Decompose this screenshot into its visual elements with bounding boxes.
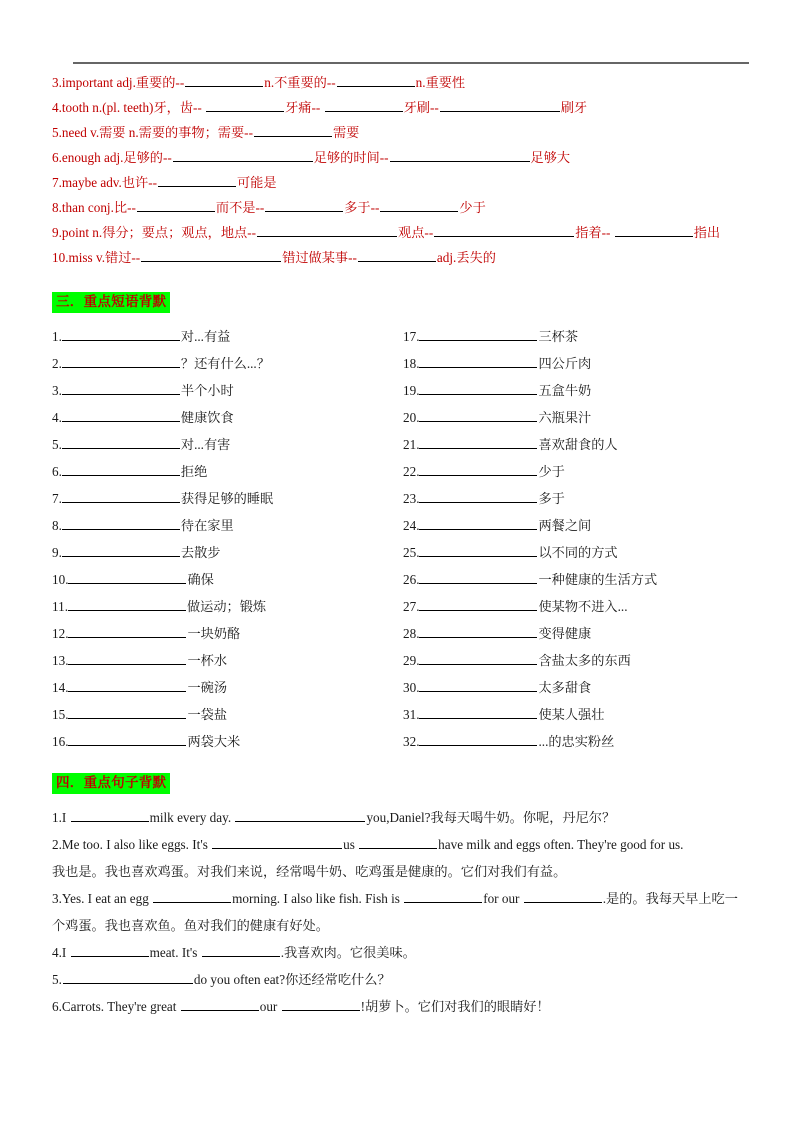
sentence-item [52, 831, 747, 885]
vocabulary-entry [47, 195, 747, 220]
phrase-meaning: 去散步 [180, 545, 221, 560]
entry-number: 5. [52, 125, 62, 140]
entry-gloss: 多于-- [344, 200, 380, 215]
phrase-section-heading: 三．重点短语背默 [52, 292, 170, 313]
entry-gloss: 需要 n.需要的事物；需要-- [99, 125, 253, 140]
answer-blank[interactable] [185, 73, 263, 87]
entry-gloss: 需要 [332, 125, 360, 140]
phrase-meaning: 六瓶果汁 [538, 410, 592, 425]
answer-blank[interactable] [419, 408, 537, 422]
answer-blank[interactable] [524, 889, 602, 903]
entry-gloss: 得分；要点；观点，地点-- [102, 225, 257, 240]
answer-blank[interactable] [265, 198, 343, 212]
answer-blank[interactable] [419, 597, 537, 611]
phrase-item [403, 647, 747, 674]
phrase-item [52, 377, 403, 404]
answer-blank[interactable] [257, 223, 397, 237]
entry-headword: than conj. [61, 200, 114, 215]
answer-blank[interactable] [202, 943, 280, 957]
entry-headword: maybe adv. [61, 175, 122, 190]
phrase-meaning: 两餐之间 [538, 518, 592, 533]
entry-gloss: 指着-- [575, 225, 614, 240]
answer-blank[interactable] [68, 624, 186, 638]
answer-blank[interactable] [419, 705, 537, 719]
phrase-number: 22. [403, 464, 420, 479]
phrase-item [52, 404, 403, 431]
entry-number: 3. [52, 75, 62, 90]
sentence-item [52, 885, 747, 939]
answer-blank[interactable] [390, 148, 530, 162]
sentence-text: have milk and eggs often. They're good for us. [438, 837, 684, 852]
answer-blank[interactable] [62, 435, 180, 449]
vocabulary-list [47, 70, 747, 270]
vocabulary-entry [47, 120, 747, 145]
sentence-section-heading: 四．重点句子背默 [52, 773, 170, 794]
entry-gloss: n.重要性 [415, 75, 466, 90]
phrase-meaning: 一碗汤 [187, 680, 228, 695]
phrase-item [52, 566, 403, 593]
answer-blank[interactable] [181, 997, 259, 1011]
entry-number: 7. [52, 175, 62, 190]
phrase-number: 24. [403, 518, 420, 533]
sentence-text: morning. I also like fish. Fish is [232, 891, 404, 906]
sentence-text: Carrots. They're great [61, 999, 180, 1014]
answer-blank[interactable] [62, 408, 180, 422]
sentence-text: you,Daniel?我每天喝牛奶。你呢，丹尼尔？ [366, 810, 616, 825]
phrase-item [52, 674, 403, 701]
vocabulary-entry [47, 70, 747, 95]
phrase-meaning: 半个小时 [180, 383, 234, 398]
phrase-number: 28. [403, 626, 420, 641]
entry-headword: tooth n.(pl. teeth) [61, 100, 154, 115]
answer-blank[interactable] [419, 651, 537, 665]
answer-blank[interactable] [419, 543, 537, 557]
answer-blank[interactable] [153, 889, 231, 903]
phrase-number: 3. [52, 383, 62, 398]
entry-gloss: adj.丢失的 [436, 250, 496, 265]
entry-gloss: 刷牙 [560, 100, 588, 115]
phrase-number: 32. [403, 734, 420, 749]
sentence-text: .我喜欢肉。它很美味。 [280, 945, 416, 960]
answer-blank[interactable] [68, 651, 186, 665]
entry-gloss: 可能是 [237, 175, 277, 190]
entry-gloss: 错过做某事-- [282, 250, 357, 265]
sentence-number: 2. [52, 837, 62, 852]
phrase-item [52, 647, 403, 674]
answer-blank[interactable] [359, 835, 437, 849]
entry-gloss: 比-- [113, 200, 136, 215]
phrase-item [403, 539, 747, 566]
entry-gloss: 足够的-- [123, 150, 172, 165]
phrase-meaning: 四公斤肉 [538, 356, 592, 371]
sentence-number: 6. [52, 999, 62, 1014]
phrase-item [52, 350, 403, 377]
answer-blank[interactable] [337, 73, 415, 87]
sentence-text: our [259, 999, 281, 1014]
answer-blank[interactable] [358, 248, 436, 262]
phrase-number: 11. [52, 599, 68, 614]
phrase-item [403, 431, 747, 458]
answer-blank[interactable] [62, 327, 180, 341]
phrase-item [403, 728, 747, 755]
phrase-number: 16. [52, 734, 69, 749]
phrase-meaning: 对...有益 [180, 329, 231, 344]
phrase-grid [52, 323, 747, 755]
phrase-number: 8. [52, 518, 62, 533]
sentence-text: for our [483, 891, 523, 906]
phrase-item [403, 593, 747, 620]
phrase-meaning: 一种健康的生活方式 [538, 572, 658, 587]
answer-blank[interactable] [419, 624, 537, 638]
phrase-number: 6. [52, 464, 62, 479]
entry-headword: miss v. [68, 250, 106, 265]
phrase-item [403, 458, 747, 485]
entry-gloss: 观点-- [398, 225, 434, 240]
answer-blank[interactable] [419, 327, 537, 341]
phrase-number: 31. [403, 707, 420, 722]
sentence-text: milk every day. [149, 810, 235, 825]
answer-blank[interactable] [419, 732, 537, 746]
sentence-item [52, 966, 747, 993]
answer-blank[interactable] [68, 570, 186, 584]
phrase-item [403, 620, 747, 647]
entry-gloss: 重要的-- [135, 75, 185, 90]
answer-blank[interactable] [62, 516, 180, 530]
phrase-meaning: 获得足够的睡眠 [180, 491, 274, 506]
sentence-text: !胡萝卜。它们对我们的眼睛好！ [360, 999, 550, 1014]
phrase-meaning: 做运动；锻炼 [187, 599, 267, 614]
sentence-text: Yes. I eat an egg [61, 891, 153, 906]
sentence-list [52, 804, 747, 1020]
answer-blank[interactable] [63, 970, 193, 984]
phrase-number: 19. [403, 383, 420, 398]
answer-blank[interactable] [68, 678, 186, 692]
sentence-text: I [61, 810, 70, 825]
phrase-number: 25. [403, 545, 420, 560]
entry-gloss: 指出 [693, 225, 721, 240]
phrase-number: 13. [52, 653, 69, 668]
phrase-meaning: 拒绝 [180, 464, 208, 479]
vocabulary-entry [47, 245, 747, 270]
phrase-number: 4. [52, 410, 62, 425]
answer-blank[interactable] [419, 516, 537, 530]
sentence-number: 5. [52, 972, 62, 987]
phrase-meaning: 对...有害 [180, 437, 231, 452]
phrase-number: 5. [52, 437, 62, 452]
entry-gloss: 错过-- [105, 250, 141, 265]
entry-gloss: 足够的时间-- [313, 150, 389, 165]
entry-headword: need v. [61, 125, 100, 140]
phrase-number: 14. [52, 680, 69, 695]
entry-headword: point n. [61, 225, 103, 240]
phrase-item [52, 323, 403, 350]
answer-blank[interactable] [235, 808, 365, 822]
answer-blank[interactable] [62, 381, 180, 395]
answer-blank[interactable] [434, 223, 574, 237]
phrase-meaning: 以不同的方式 [538, 545, 618, 560]
vocabulary-entry [47, 95, 747, 120]
entry-gloss: 牙刷-- [403, 100, 439, 115]
phrase-meaning: 含盐太多的东西 [538, 653, 631, 668]
phrase-number: 29. [403, 653, 420, 668]
sentence-item [52, 939, 747, 966]
phrase-meaning: 使某人强壮 [538, 707, 605, 722]
answer-blank[interactable] [68, 597, 186, 611]
page-content [47, 62, 747, 1020]
answer-blank[interactable] [419, 354, 537, 368]
answer-blank[interactable] [68, 705, 186, 719]
answer-blank[interactable] [419, 678, 537, 692]
vocabulary-entry [47, 220, 747, 245]
phrase-meaning: 两袋大米 [187, 734, 241, 749]
phrase-meaning: 待在家里 [180, 518, 234, 533]
phrase-number: 27. [403, 599, 420, 614]
phrase-meaning: ？还有什么...？ [180, 356, 270, 371]
phrase-item [52, 593, 403, 620]
phrase-item [403, 566, 747, 593]
phrase-number: 15. [52, 707, 69, 722]
sentence-section-heading-wrap [52, 773, 747, 794]
answer-blank[interactable] [158, 173, 236, 187]
phrase-number: 10. [52, 572, 69, 587]
top-horizontal-rule [73, 62, 749, 64]
answer-blank[interactable] [419, 570, 537, 584]
answer-blank[interactable] [404, 889, 482, 903]
sentence-text: 我也是。我也喜欢鸡蛋。对我们来说，经常喝牛奶、吃鸡蛋是健康的。它们对我们有益。 [52, 864, 567, 879]
answer-blank[interactable] [419, 435, 537, 449]
phrase-item [403, 701, 747, 728]
vocabulary-entry [47, 145, 747, 170]
sentence-text: Me too. I also like eggs. It's [61, 837, 212, 852]
answer-blank[interactable] [419, 489, 537, 503]
answer-blank[interactable] [440, 98, 560, 112]
entry-headword: important adj. [61, 75, 136, 90]
entry-number: 6. [52, 150, 62, 165]
phrase-number: 30. [403, 680, 420, 695]
phrase-item [52, 539, 403, 566]
sentence-item [52, 993, 747, 1020]
answer-blank[interactable] [325, 98, 403, 112]
phrase-number: 21. [403, 437, 420, 452]
entry-gloss: 也许-- [121, 175, 157, 190]
phrase-item [403, 512, 747, 539]
sentence-text: meat. It's [149, 945, 201, 960]
sentence-item [52, 804, 747, 831]
sentence-number: 3. [52, 891, 62, 906]
entry-gloss: n.不重要的-- [264, 75, 336, 90]
phrase-meaning: 喜欢甜食的人 [538, 437, 618, 452]
phrase-number: 20. [403, 410, 420, 425]
phrase-number: 12. [52, 626, 69, 641]
sentence-text: us [343, 837, 359, 852]
phrase-meaning: 使某物不进入... [538, 599, 628, 614]
phrase-meaning: 一块奶酪 [187, 626, 241, 641]
entry-number: 9. [52, 225, 62, 240]
entry-number: 10. [52, 250, 69, 265]
answer-blank[interactable] [71, 808, 149, 822]
answer-blank[interactable] [68, 732, 186, 746]
phrase-number: 9. [52, 545, 62, 560]
answer-blank[interactable] [615, 223, 693, 237]
phrase-number: 17. [403, 329, 420, 344]
answer-blank[interactable] [206, 98, 284, 112]
phrase-number: 26. [403, 572, 420, 587]
phrase-number: 7. [52, 491, 62, 506]
answer-blank[interactable] [173, 148, 313, 162]
phrase-item [403, 674, 747, 701]
phrase-meaning: 确保 [187, 572, 214, 587]
sentence-text: .是的。我每天早上吃一个鸡蛋。我也喜欢鱼。鱼对我们的健康有好处。 [52, 891, 738, 933]
phrase-item [52, 512, 403, 539]
phrase-meaning: 太多甜食 [538, 680, 592, 695]
answer-blank[interactable] [419, 381, 537, 395]
phrase-item [403, 323, 747, 350]
answer-blank[interactable] [62, 543, 180, 557]
sentence-text: do you often eat?你还经常吃什么？ [193, 972, 391, 987]
sentence-number: 1. [52, 810, 62, 825]
phrase-meaning: 一杯水 [187, 653, 228, 668]
phrase-item [52, 485, 403, 512]
entry-headword: enough adj. [61, 150, 124, 165]
entry-gloss: 牙，齿-- [153, 100, 206, 115]
phrase-number: 2. [52, 356, 62, 371]
phrase-meaning: 健康饮食 [180, 410, 234, 425]
phrase-meaning: 多于 [538, 491, 565, 506]
phrase-item [52, 701, 403, 728]
answer-blank[interactable] [141, 248, 281, 262]
phrase-item [403, 485, 747, 512]
answer-blank[interactable] [282, 997, 360, 1011]
phrase-item [52, 458, 403, 485]
phrase-section-heading-wrap [52, 292, 747, 313]
phrase-item [52, 620, 403, 647]
entry-gloss: 而不是-- [215, 200, 265, 215]
phrase-item [403, 404, 747, 431]
phrase-item [403, 350, 747, 377]
answer-blank[interactable] [254, 123, 332, 137]
answer-blank[interactable] [62, 462, 180, 476]
answer-blank[interactable] [212, 835, 342, 849]
sentence-text: I [61, 945, 70, 960]
phrase-item [52, 728, 403, 755]
answer-blank[interactable] [71, 943, 149, 957]
answer-blank[interactable] [137, 198, 215, 212]
phrase-meaning: ...的忠实粉丝 [538, 734, 615, 749]
entry-gloss: 少于 [459, 200, 486, 215]
phrase-meaning: 三杯茶 [538, 329, 579, 344]
phrase-meaning: 一袋盐 [187, 707, 228, 722]
entry-number: 4. [52, 100, 62, 115]
entry-number: 8. [52, 200, 62, 215]
phrase-item [52, 431, 403, 458]
entry-gloss: 牙痛-- [285, 100, 324, 115]
phrase-number: 23. [403, 491, 420, 506]
phrase-item [403, 377, 747, 404]
answer-blank[interactable] [380, 198, 458, 212]
phrase-meaning: 变得健康 [538, 626, 592, 641]
answer-blank[interactable] [62, 354, 180, 368]
entry-gloss: 足够大 [530, 150, 571, 165]
phrase-number: 18. [403, 356, 420, 371]
vocabulary-entry [47, 170, 747, 195]
phrase-meaning: 五盒牛奶 [538, 383, 592, 398]
sentence-number: 4. [52, 945, 62, 960]
phrase-number: 1. [52, 329, 62, 344]
answer-blank[interactable] [62, 489, 180, 503]
answer-blank[interactable] [419, 462, 537, 476]
phrase-meaning: 少于 [538, 464, 565, 479]
